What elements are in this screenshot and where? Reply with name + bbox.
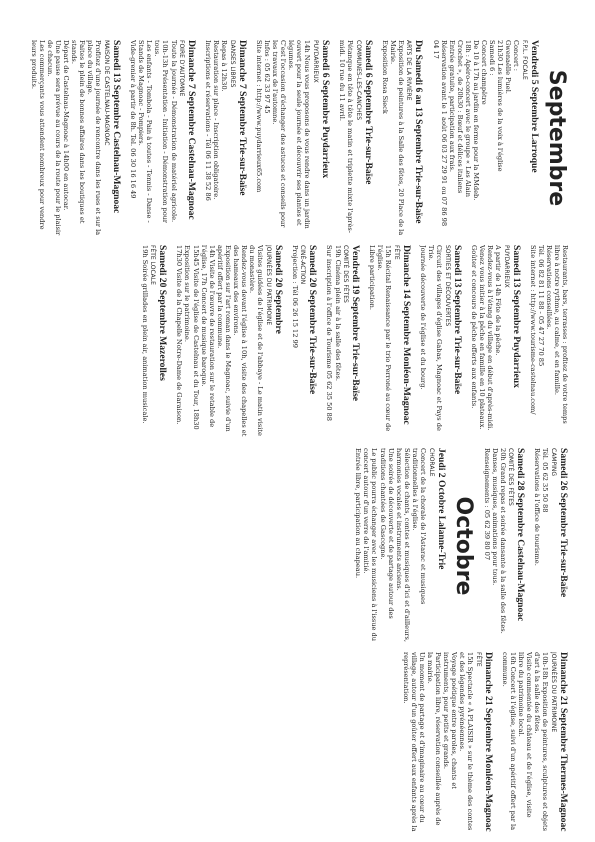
event-title: Samedi 26 Septembre Trie-sur-Baïse — [558, 448, 569, 598]
event-detail-line: Circuit des villages d'église Gabas, Magnoac et Pays de Trie. — [427, 245, 444, 431]
event-block — [381, 40, 425, 236]
event-organizer: CINÉ-ACTION — [299, 245, 307, 285]
event-detail-line: Une soirée de découverte et de partage autour des traditions chantées de Gascogne. — [378, 448, 395, 619]
event-block — [291, 245, 319, 441]
event-detail-line: Sur inscription à l'office de Tourisme 05 62 35 50 88 — [325, 245, 334, 421]
event-detail-line: 10h-18h Exposition de peintures, sculptures et objets d'art à la salle des fêtes. — [533, 652, 550, 832]
event-detail-line: Entrée libre, participation au chapeau. — [354, 448, 363, 579]
event-block — [402, 652, 494, 832]
event-detail-line: Journée découverte de l'église et du bourg. — [418, 245, 427, 390]
column-3 — [347, 448, 569, 644]
column-1 — [23, 40, 569, 236]
event-title: Du Samedi 6 au 13 Septembre Trie-sur-Baïse — [413, 40, 425, 224]
event-detail-line: 16h Concert à l'église, suivi d'un apéritif offert par la commune. — [501, 652, 518, 831]
event-block — [255, 40, 331, 236]
event-title: Samedi 20 Septembre — [272, 245, 284, 334]
event-block — [533, 448, 569, 644]
event-detail-line: Vide-grenier à partir de 8h. Tel. 06 30 16 16 49 — [129, 40, 138, 199]
event-organizer: CAMPING — [550, 448, 557, 476]
event-detail-line: Une pause sera prévue au cours de la route pour le plaisir de chacun. — [45, 40, 63, 236]
event-detail-line: Venez vous initier à la pêche en famille en 10 plateaux. — [477, 245, 486, 430]
event-detail-line: Profitez d'une journée de rencontre dans les rues et sur la place du village. — [86, 40, 103, 236]
event-block — [368, 245, 412, 441]
event-detail-line: 14h Visite de l'œuvre de restauration sur le retable de l'église, 17h Concert de musique baroque. — [199, 245, 216, 428]
event-block — [129, 40, 197, 236]
event-detail-line: Concert : — [512, 40, 521, 71]
event-block — [529, 245, 569, 441]
event-block — [325, 245, 361, 441]
event-detail-line: Visites guidées de l'église et de l'abbaye - Le matin visite du monastère. — [248, 245, 265, 436]
event-organizer: FOIRE D'AUTOMNE — [178, 40, 186, 97]
event-detail-line: Crochet », de 20h30 : Bœuf et délices italiens — [455, 40, 464, 194]
event-organizer: PUYDARRIEUX — [502, 245, 510, 288]
event-detail-line: Les enfants - Tombola - Pain à toutes - Tennis - Danse - Stands de Magnoac - Pompiers. — [137, 40, 154, 223]
event-detail-line: Faites le plein de bonnes affaires dans les boutiques et stands. — [70, 40, 87, 224]
event-detail-line: Le public pourra échanger avec les musiciens à l'issue du concert autour d'un verre de l'amitié. — [362, 448, 379, 642]
event-detail-line: Entrée gratuite, participation aux frais. — [447, 40, 456, 173]
event-detail-line: Concert de la chorale de l'Astarac et musiques traditionnelles à l'église. — [410, 448, 428, 605]
column-2 — [134, 245, 569, 441]
column-4 — [395, 652, 569, 832]
event-title: Samedi 13 Septembre Castelnau-Magnoac — [111, 40, 122, 214]
event-detail-line: Tél. 06 82 81 11 88 - 05 47 27 70 85 — [536, 245, 545, 367]
event-organizer: F.P.L. FOCALE — [521, 40, 528, 80]
event-organizer: COMITÉ DES FÊTES — [342, 245, 350, 303]
event-title: Dimanche 7 Septembre Castelnau-Magnoac — [186, 40, 198, 220]
event-block — [204, 40, 248, 236]
event-detail-line: Exposition sur l'art roman dans le Magnoac, suivie d'un apéritif offert par la commune. — [215, 245, 232, 432]
event-detail-line: Réservations conseillées. — [544, 245, 553, 330]
event-detail-line: Participation libre, réservation conseillée auprès de la mairie. — [425, 652, 443, 826]
event-organizer: FÊTE — [392, 245, 400, 260]
event-title: Samedi 28 Septembre Castelnau-Magnoac — [515, 448, 527, 622]
event-detail-line: Les commerçants vous attendent nombreux pour vendre leurs produits. — [29, 40, 46, 230]
event-title: Dimanche 21 Septembre Thermes-Magnoac — [558, 652, 569, 832]
event-detail-line: 20h Grand repas et soirée dansante à la salle des fêtes. — [498, 448, 507, 634]
event-detail-line: 10h-13h Présentation - Initiation - Démonstration pour tous. — [153, 40, 170, 224]
event-detail-line: Restaurants, bars, terrasses : profitez de votre temps libre à notre rythme, au calme, et en famille. — [552, 245, 569, 424]
event-detail-line: Visite commentée du château et de l'église, visite libre du patrimoine local. — [517, 652, 534, 818]
event-detail-line: Sélection de chants, contes et musiques d'ici et d'ailleurs, harmonies vocales et instruments anciens. — [394, 448, 411, 642]
event-organizer: FÊTE LOCALE — [149, 245, 157, 285]
event-block — [338, 40, 374, 236]
event-detail-line: Samedi 6 : — [488, 40, 497, 76]
event-title: Samedi 6 Septembre Trie-sur-Baïse — [362, 40, 374, 185]
event-detail-line: Réservations à l'office de tourisme. — [533, 448, 542, 566]
event-organizer: COMITÉ DES FÊTES — [507, 448, 515, 506]
event-detail-line: Toute la journée - Démonstration de matériel agricole. — [169, 40, 178, 223]
event-detail-line: Danses, musiques, animations pour tous. — [490, 448, 499, 586]
event-detail-line: Gwenaëlle Puel. — [504, 40, 513, 94]
event-organizer: FÊTE — [474, 652, 482, 667]
event-detail-line: Infos : 05 62 33 97 45 — [263, 40, 272, 114]
event-title: Dimanche 21 Septembre Monléon-Magnoac — [482, 652, 494, 832]
event-organizer: ARTS DE LA RIVIÈRE — [405, 40, 413, 101]
event-detail-line: 14h Nous vous proposons de vous rendre dans un jardin ouvert pour la seule journée et découvrir ses plantes et légumes. — [287, 40, 312, 229]
event-detail-line: Goûter et concours de pêche offerts aux enfants. — [469, 245, 478, 409]
event-detail-line: Rendez-vous à l'étang du village en début d'après-midi. — [485, 245, 494, 431]
event-block — [175, 245, 284, 441]
event-title: Jeudi 2 Octobre Lalanne-Trie — [435, 448, 447, 570]
event-organizer: MAISON DE CASTELNAU-MAGNOAC — [103, 40, 110, 146]
event-organizer: PUYDARRIEUX — [312, 40, 319, 83]
event-detail-line: C'est l'occasion d'échanger des astuces et conseils pour les travaux de l'automne. — [271, 40, 288, 228]
event-organizer: JOURNÉES DU PATRIMOINE — [264, 245, 272, 326]
event-block — [431, 40, 540, 236]
event-detail-line: Un moment de partage et d'imaginaire au cœur du village, autour d'un goûter offert aux enfants après la représentation. — [401, 652, 426, 832]
month-heading-september: Septembre — [544, 69, 569, 207]
event-block — [354, 448, 446, 644]
event-detail-line: 19h Soirée grillades en plein air, animation musicale. — [140, 245, 149, 424]
event-block — [483, 448, 527, 644]
event-detail-line: Concert champêtre — [480, 40, 489, 105]
event-title: Dimanche 14 Septembre Monléon-Magnoac — [400, 245, 412, 425]
event-detail-line: Projection : Tél 06 26 15 12 99 — [290, 245, 299, 348]
event-detail-line: Rendez-vous devant l'église à 10h, visite des chapelles et des hameaux des environs. — [232, 245, 249, 437]
event-detail-line: Inscriptions et réservations - Tél 06 11 38 52 86 — [204, 40, 213, 201]
event-detail-line: 19h Cinéma plein air à la salle des fêtes. — [333, 245, 342, 381]
event-block — [501, 652, 569, 832]
event-detail-line: Exposition Rosa Sieck — [380, 40, 389, 114]
event-block — [419, 245, 463, 441]
event-detail-line: 17h30 Visite de la Chapelle Notre-Dame de Garaison. — [175, 245, 184, 425]
event-organizer: CHORALE — [427, 448, 435, 477]
event-detail-line: Libre participation. — [368, 245, 377, 310]
event-detail-line: Site internet : http://www.puydarrieux65.com — [254, 40, 263, 193]
event-organizer: JOURNÉES DU PATRIMOINE — [550, 652, 557, 733]
event-detail-line: 15h Spectacle « À PLAISIR » sur le thème des contes et des légendes pyrénéennes. — [458, 652, 475, 831]
event-block — [470, 245, 522, 441]
event-organizer: DANSES LIBRES — [228, 40, 236, 88]
event-detail-line: A partir de 14h Fête de la pêche. — [494, 245, 503, 356]
event-detail-line: Tél. 05 62 35 50 88 — [541, 448, 550, 513]
event-organizer: COMMUNES-LES-CANCHES — [354, 40, 362, 121]
event-title: Samedi 20 Septembre Mazerolles — [157, 245, 169, 381]
event-block — [30, 40, 122, 236]
event-block — [141, 245, 169, 441]
event-detail-line: Départ de Castelnau-Magnoac à 14h00 en autocar. — [62, 40, 71, 211]
event-detail-line: Renseignements : 05 62 39 80 07 — [482, 448, 491, 561]
month-heading-october: Octobre — [450, 496, 476, 596]
event-detail-line: Pétanque en tête à tête le matin et triplette mixte l'après-midi. 10 rue du 11 avril. — [338, 40, 355, 233]
event-organizer: SORTIES ET DÉCOUVERTES — [443, 245, 451, 327]
event-detail-line: Voyage poétique entre paroles, chants et instruments, pour petits et grands. — [442, 652, 459, 789]
event-title: Vendredi 5 Septembre Larroque — [529, 40, 540, 173]
event-detail-line: 18h : Apéro-concert avec le groupe « Les Alain — [463, 40, 472, 197]
event-title: Samedi 20 Septembre Trie-sur-Baïse — [307, 245, 319, 395]
event-detail-line: Réservation avant le 1 août 06 03 27 29 91 ou 07 86 98 04 17 — [431, 40, 448, 227]
event-detail-line: 21h30 Les lumières de la voix à l'église — [496, 40, 505, 172]
event-title: Vendredi 19 Septembre Trie-sur-Baïse — [350, 245, 362, 402]
event-detail-line: Repas à 12h30. — [220, 40, 229, 92]
event-detail-line: Site internet : http://www.tourisme-castelnau.com/ — [528, 245, 537, 415]
event-detail-line: Exposition de peintures à la Salle des fêtes, 20 Place de la Mairie. — [388, 40, 405, 236]
event-title: Samedi 13 Septembre Trie-sur-Baïse — [451, 245, 463, 395]
event-detail-line: 15h45 Visite de l'église de Castelnau et du Tour, 18h30 Exposition sur le patrimoine. — [183, 245, 200, 430]
event-detail-line: 15h Récital Renaissance par le trio Perroné au cœur de l'église. — [376, 245, 393, 432]
event-detail-line: Restauration sur place - Inscription obligatoire. — [212, 40, 221, 200]
event-title: Samedi 13 Septembre Puydarrieux — [510, 245, 522, 388]
event-detail-line: De 10 à 17h au jardin en ferme pour la MMdeb. — [472, 40, 481, 201]
event-title: Samedi 6 Septembre Puydarrieux — [320, 40, 331, 179]
event-title: Dimanche 7 Septembre Trie-sur-Baïse — [236, 40, 248, 196]
